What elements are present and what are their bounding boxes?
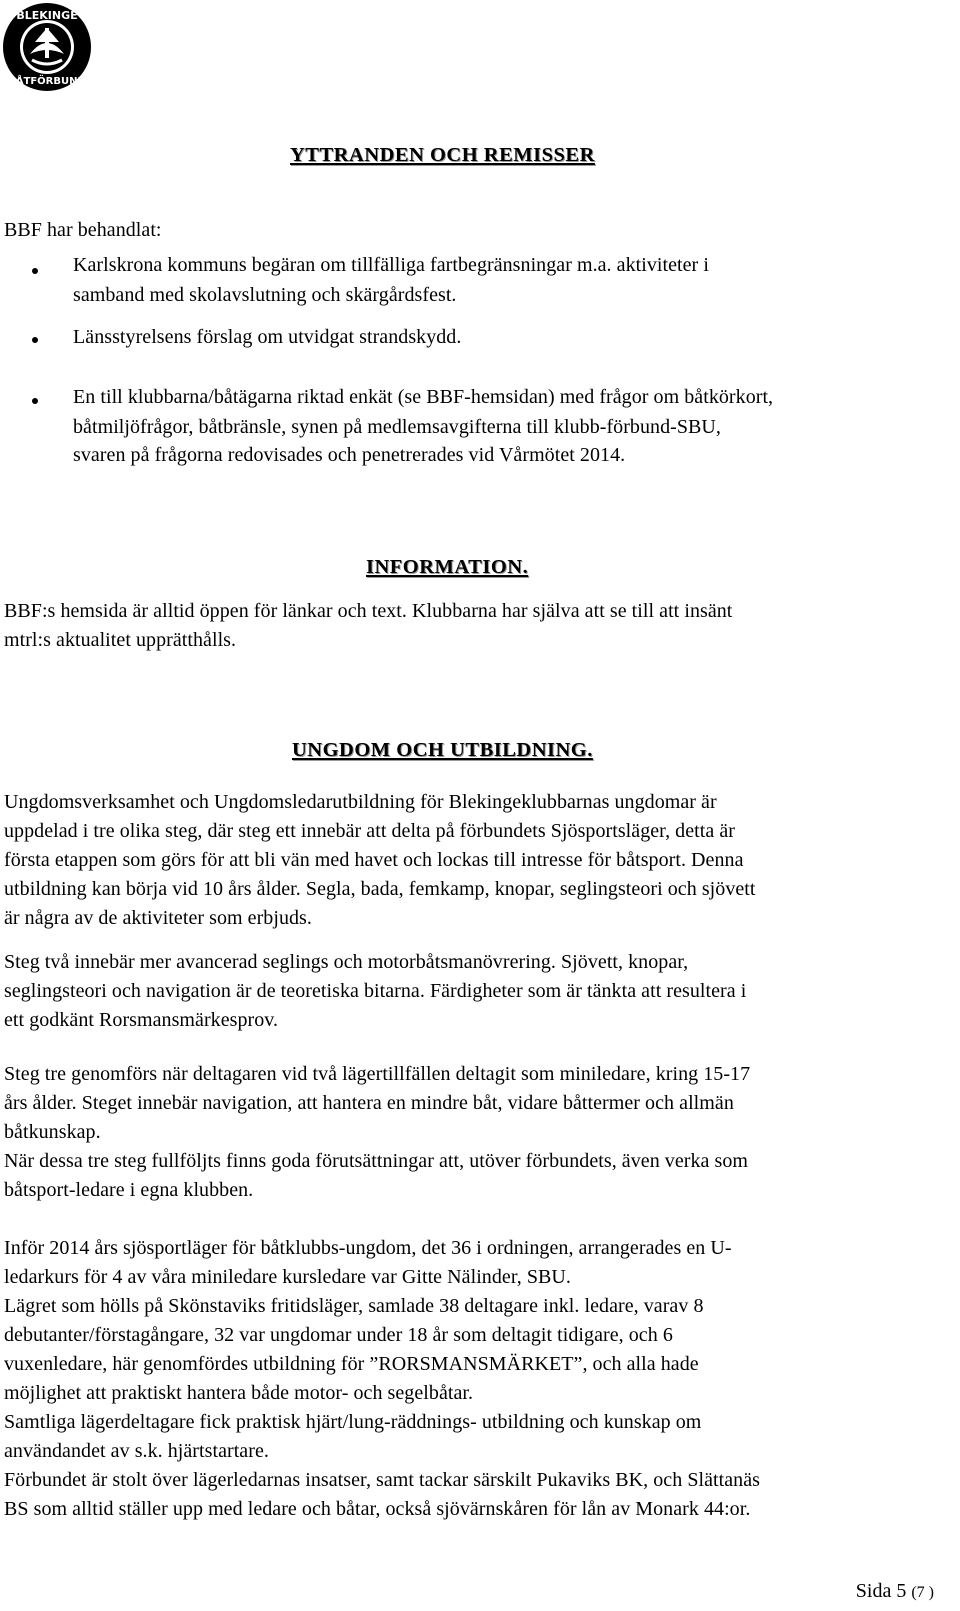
paragraph-line: möjlighet att praktiskt hantera både motor- och segelbåtar. — [4, 1382, 474, 1404]
paragraph-line: båtsport-ledare i egna klubben. — [4, 1179, 254, 1201]
paragraph-line: uppdelad i tre olika steg, där steg ett innebär att delta på förbundets Sjösportsläger, detta är — [4, 820, 735, 842]
section-heading-yttranden: YTTRANDEN OCH REMISSER — [290, 144, 595, 166]
svg-text:BÅTFÖRBUND: BÅTFÖRBUND — [8, 76, 86, 87]
paragraph-line: Förbundet är stolt över lägerledarnas insatser, samt tackar särskilt Pukaviks BK, och Slättanäs — [4, 1469, 760, 1491]
svg-text:BLEKINGE: BLEKINGE — [16, 9, 78, 22]
paragraph-line: Ungdomsverksamhet och Ungdomsledarutbildning för Blekingeklubbarnas ungdomar är — [4, 791, 717, 813]
paragraph-line: BS som alltid ställer upp med ledare och båtar, också sjövärnskåren för lån av Monark 44:or. — [4, 1498, 751, 1520]
paragraph-line: ledarkurs för 4 av våra miniledare kursledare var Gitte Nälinder, SBU. — [4, 1266, 571, 1288]
paragraph-line: års ålder. Steget innebär navigation, att hantera en mindre båt, vidare båttermer och allmän — [4, 1092, 734, 1114]
list-item-line: Länsstyrelsens förslag om utvidgat strandskydd. — [73, 326, 462, 348]
blekinge-batforbund-logo — [2, 2, 92, 92]
bullet-icon — [32, 337, 38, 343]
page-total: (7 ) — [911, 1584, 934, 1601]
paragraph-line: båtkunskap. — [4, 1121, 101, 1143]
section-intro: BBF har behandlat: — [4, 219, 162, 241]
paragraph-line: Steg två innebär mer avancerad seglings och motorbåtsmanövrering. Sjövett, knopar, — [4, 951, 689, 973]
paragraph-line: mtrl:s aktualitet upprätthålls. — [4, 629, 237, 651]
bullet-icon — [32, 268, 38, 274]
paragraph-line: Samtliga lägerdeltagare fick praktisk hjärt/lung-räddnings- utbildning och kunskap om — [4, 1411, 702, 1433]
paragraph-line: användandet av s.k. hjärtstartare. — [4, 1440, 269, 1462]
list-item-line: svaren på frågorna redovisades och penetrerades vid Vårmötet 2014. — [73, 444, 626, 466]
list-item-line: samband med skolavslutning och skärgårdsfest. — [73, 284, 457, 306]
paragraph-line: ett godkänt Rorsmansmärkesprov. — [4, 1009, 279, 1031]
list-item-line: Karlskrona kommuns begäran om tillfälliga fartbegränsningar m.a. aktiviteter i — [73, 254, 709, 276]
paragraph-line: vuxenledare, här genomfördes utbildning för ”RORSMANSMÄRKET”, och alla hade — [4, 1353, 699, 1375]
list-item-line: båtmiljöfrågor, båtbränsle, synen på medlemsavgifterna till klubb-förbund-SBU, — [73, 416, 721, 438]
list-item-line: En till klubbarna/båtägarna riktad enkät (se BBF-hemsidan) med frågor om båtkörkort, — [73, 386, 774, 408]
paragraph-line: är några av de aktiviteter som erbjuds. — [4, 907, 312, 929]
paragraph-line: första etappen som görs för att bli vän med havet och lockas till intresse för båtsport. Denna — [4, 849, 744, 871]
paragraph-line: När dessa tre steg fullföljts finns goda förutsättningar att, utöver förbundets, även verka som — [4, 1150, 748, 1172]
paragraph-line: Lägret som hölls på Skönstaviks fritidsläger, samlade 38 deltagare inkl. ledare, varav 8 — [4, 1295, 704, 1317]
paragraph-line: Steg tre genomförs när deltagaren vid två lägertillfällen deltagit som miniledare, kring 15-17 — [4, 1063, 751, 1085]
bullet-icon — [32, 398, 38, 404]
section-heading-ungdom: UNGDOM OCH UTBILDNING. — [292, 739, 593, 761]
section-heading-information: INFORMATION. — [366, 556, 529, 578]
paragraph-line: utbildning kan börja vid 10 års ålder. Segla, bada, femkamp, knopar, seglingsteori och sjövett — [4, 878, 756, 900]
page-label: Sida 5 — [855, 1580, 907, 1602]
paragraph-line: debutanter/förstagångare, 32 var ungdomar under 18 år som deltagit tidigare, och 6 — [4, 1324, 673, 1346]
paragraph-line: seglingsteori och navigation är de teoretiska bitarna. Färdigheter som är tänkta att resultera i — [4, 980, 747, 1002]
paragraph-line: BBF:s hemsida är alltid öppen för länkar och text. Klubbarna har själva att se till att insänt — [4, 600, 733, 622]
page-number — [856, 1579, 934, 1605]
paragraph-line: Inför 2014 års sjösportläger för båtklubbs-ungdom, det 36 i ordningen, arrangerades en U- — [4, 1237, 732, 1259]
